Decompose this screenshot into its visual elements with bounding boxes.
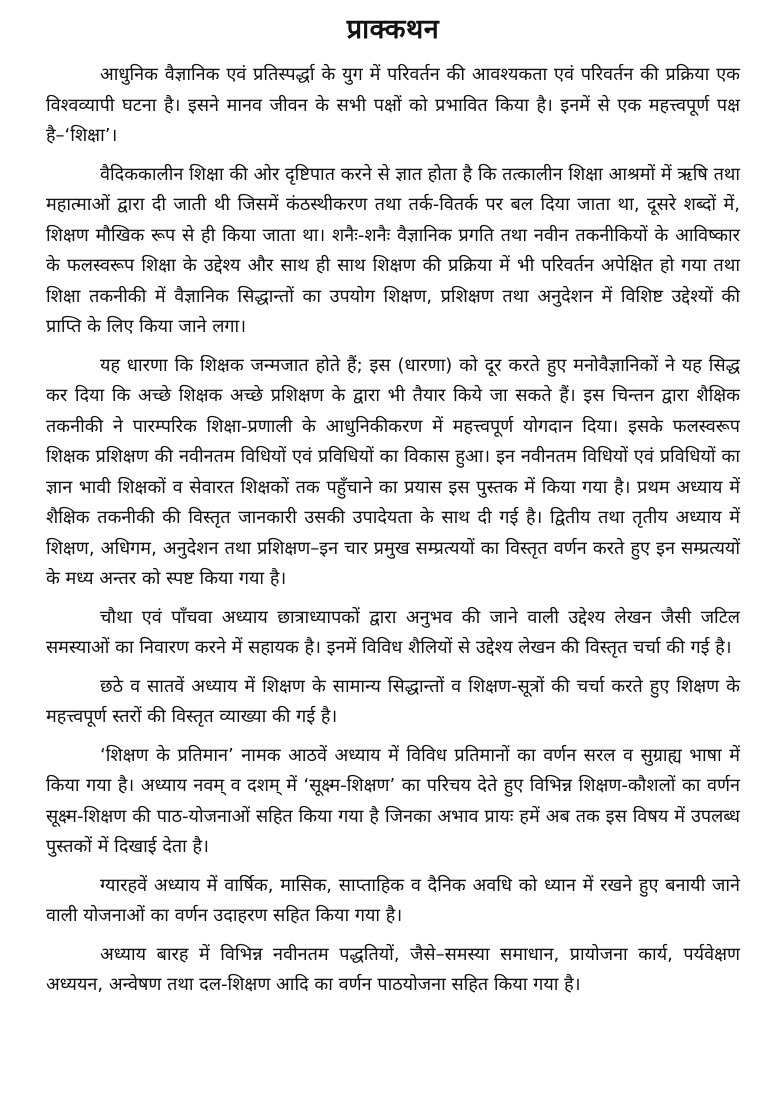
paragraph-7: ग्यारहवें अध्याय में वार्षिक, मासिक, साप्ताहिक व दैनिक अवधि को ध्यान में रखने हुए बनायी जाने वाली योजनाओं का वर्णन उदाहरण सहित किया गया है। bbox=[46, 874, 740, 926]
paragraph-2: वैदिककालीन शिक्षा की ओर दृष्टिपात करने से ज्ञात होता है कि तत्कालीन शिक्षा आश्रमों में ऋषि तथा महात्माओं द्वारा दी जाती थी जिसमें कंठस्थीकरण तथा तर्क-वितर्क पर बल दिया जाता था, दूसरे शब्दों में, शिक्षण मौखिक रूप से ही किया जाता था। शनैः-शनैः वैज्ञानिक प्रगति तथा नवीन तकनीकियों के आविष्कार के फलस्वरूप शिक्षा के उद्देश्य और साथ ही साथ शिक्षण की प्रक्रिया में भी परिवर्तन अपेक्षित हो गया तथा शिक्षा तकनीकी में वैज्ञानिक सिद्धान्तों का उपयोग शिक्षण, प्रशिक्षण तथा अनुदेशन में विशिष्ट उद्देश्यों की प्राप्ति के लिए किया जाने लगा। bbox=[46, 163, 740, 337]
paragraph-8: अध्याय बारह में विभिन्न नवीनतम पद्धतियों, जैसे–समस्या समाधान, प्रायोजना कार्य, पर्यवेक्षण अध्ययन, अन्वेषण तथा दल-शिक्षण आदि का वर्णन पाठयोजना सहित किया गया है। bbox=[46, 943, 740, 995]
paragraph-1: आधुनिक वैज्ञानिक एवं प्रतिस्पर्द्धा के युग में परिवर्तन की आवश्यकता एवं परिवर्तन की प्रक्रिया एक विश्वव्यापी घटना है। इसने मानव जीवन के सभी पक्षों को प्रभावित किया है। इनमें से एक महत्त्वपूर्ण पक्ष है–‘शिक्षा’। bbox=[46, 64, 740, 146]
paragraph-4: चौथा एवं पाँचवा अध्याय छात्राध्यापकों द्वारा अनुभव की जाने वाली उद्देश्य लेखन जैसी जटिल समस्याओं का निवारण करने में सहायक है। इनमें विविध शैलियों से उद्देश्य लेखन की विस्तृत चर्चा की गई है। bbox=[46, 606, 740, 658]
page-title: प्राक्कथन bbox=[346, 14, 440, 45]
paragraph-3: यह धारणा कि शिक्षक जन्मजात होते हैं; इस (धारणा) को दूर करते हुए मनोवैज्ञानिकों ने यह सिद्ध कर दिया कि अच्छे शिक्षक अच्छे प्रशिक्षण के द्वारा भी तैयार किये जा सकते हैं। इस चिन्तन द्वारा शैक्षिक तकनीकी ने पारम्परिक शिक्षा-प्रणाली के आधुनिकीकरण में महत्त्वपूर्ण योगदान दिया। इसके फलस्वरूप शिक्षक प्रशिक्षण की नवीनतम विधियों एवं प्रविधियों का विकास हुआ। इन नवीनतम विधियों एवं प्रविधियों का ज्ञान भावी शिक्षकों व सेवारत शिक्षकों तक पहुँचाने का प्रयास इस पुस्तक में किया गया है। प्रथम अध्याय में शैक्षिक तकनीकी की विस्तृत जानकारी उसकी उपादेयता के साथ दी गई है। द्वितीय तथा तृतीय अध्याय में शिक्षण, अधिगम, अनुदेशन तथा प्रशिक्षण–इन चार प्रमुख सम्प्रत्ययों का विस्तृत वर्णन करते हुए इन सम्प्रत्ययों के मध्य अन्तर को स्पष्ट किया गया है। bbox=[46, 354, 740, 589]
paragraph-6: ‘शिक्षण के प्रतिमान’ नामक आठवें अध्याय में विविध प्रतिमानों का वर्णन सरल व सुग्राह्य भाषा में किया गया है। अध्याय नवम् व दशम् में ‘सूक्ष्म-शिक्षण’ का परिचय देते हुए विभिन्न शिक्षण-कौशलों का वर्णन सूक्ष्म-शिक्षण की पाठ-योजनाओं सहित किया गया है जिनका अभाव प्रायः हमें अब तक इस विषय में उपलब्ध पुस्तकों में दिखाई देता है। bbox=[46, 744, 740, 857]
paragraph-5: छठे व सातवें अध्याय में शिक्षण के सामान्य सिद्धान्तों व शिक्षण-सूत्रों की चर्चा करते हुए शिक्षण के महत्त्वपूर्ण स्तरों की विस्तृत व्याख्या की गई है। bbox=[46, 675, 740, 727]
